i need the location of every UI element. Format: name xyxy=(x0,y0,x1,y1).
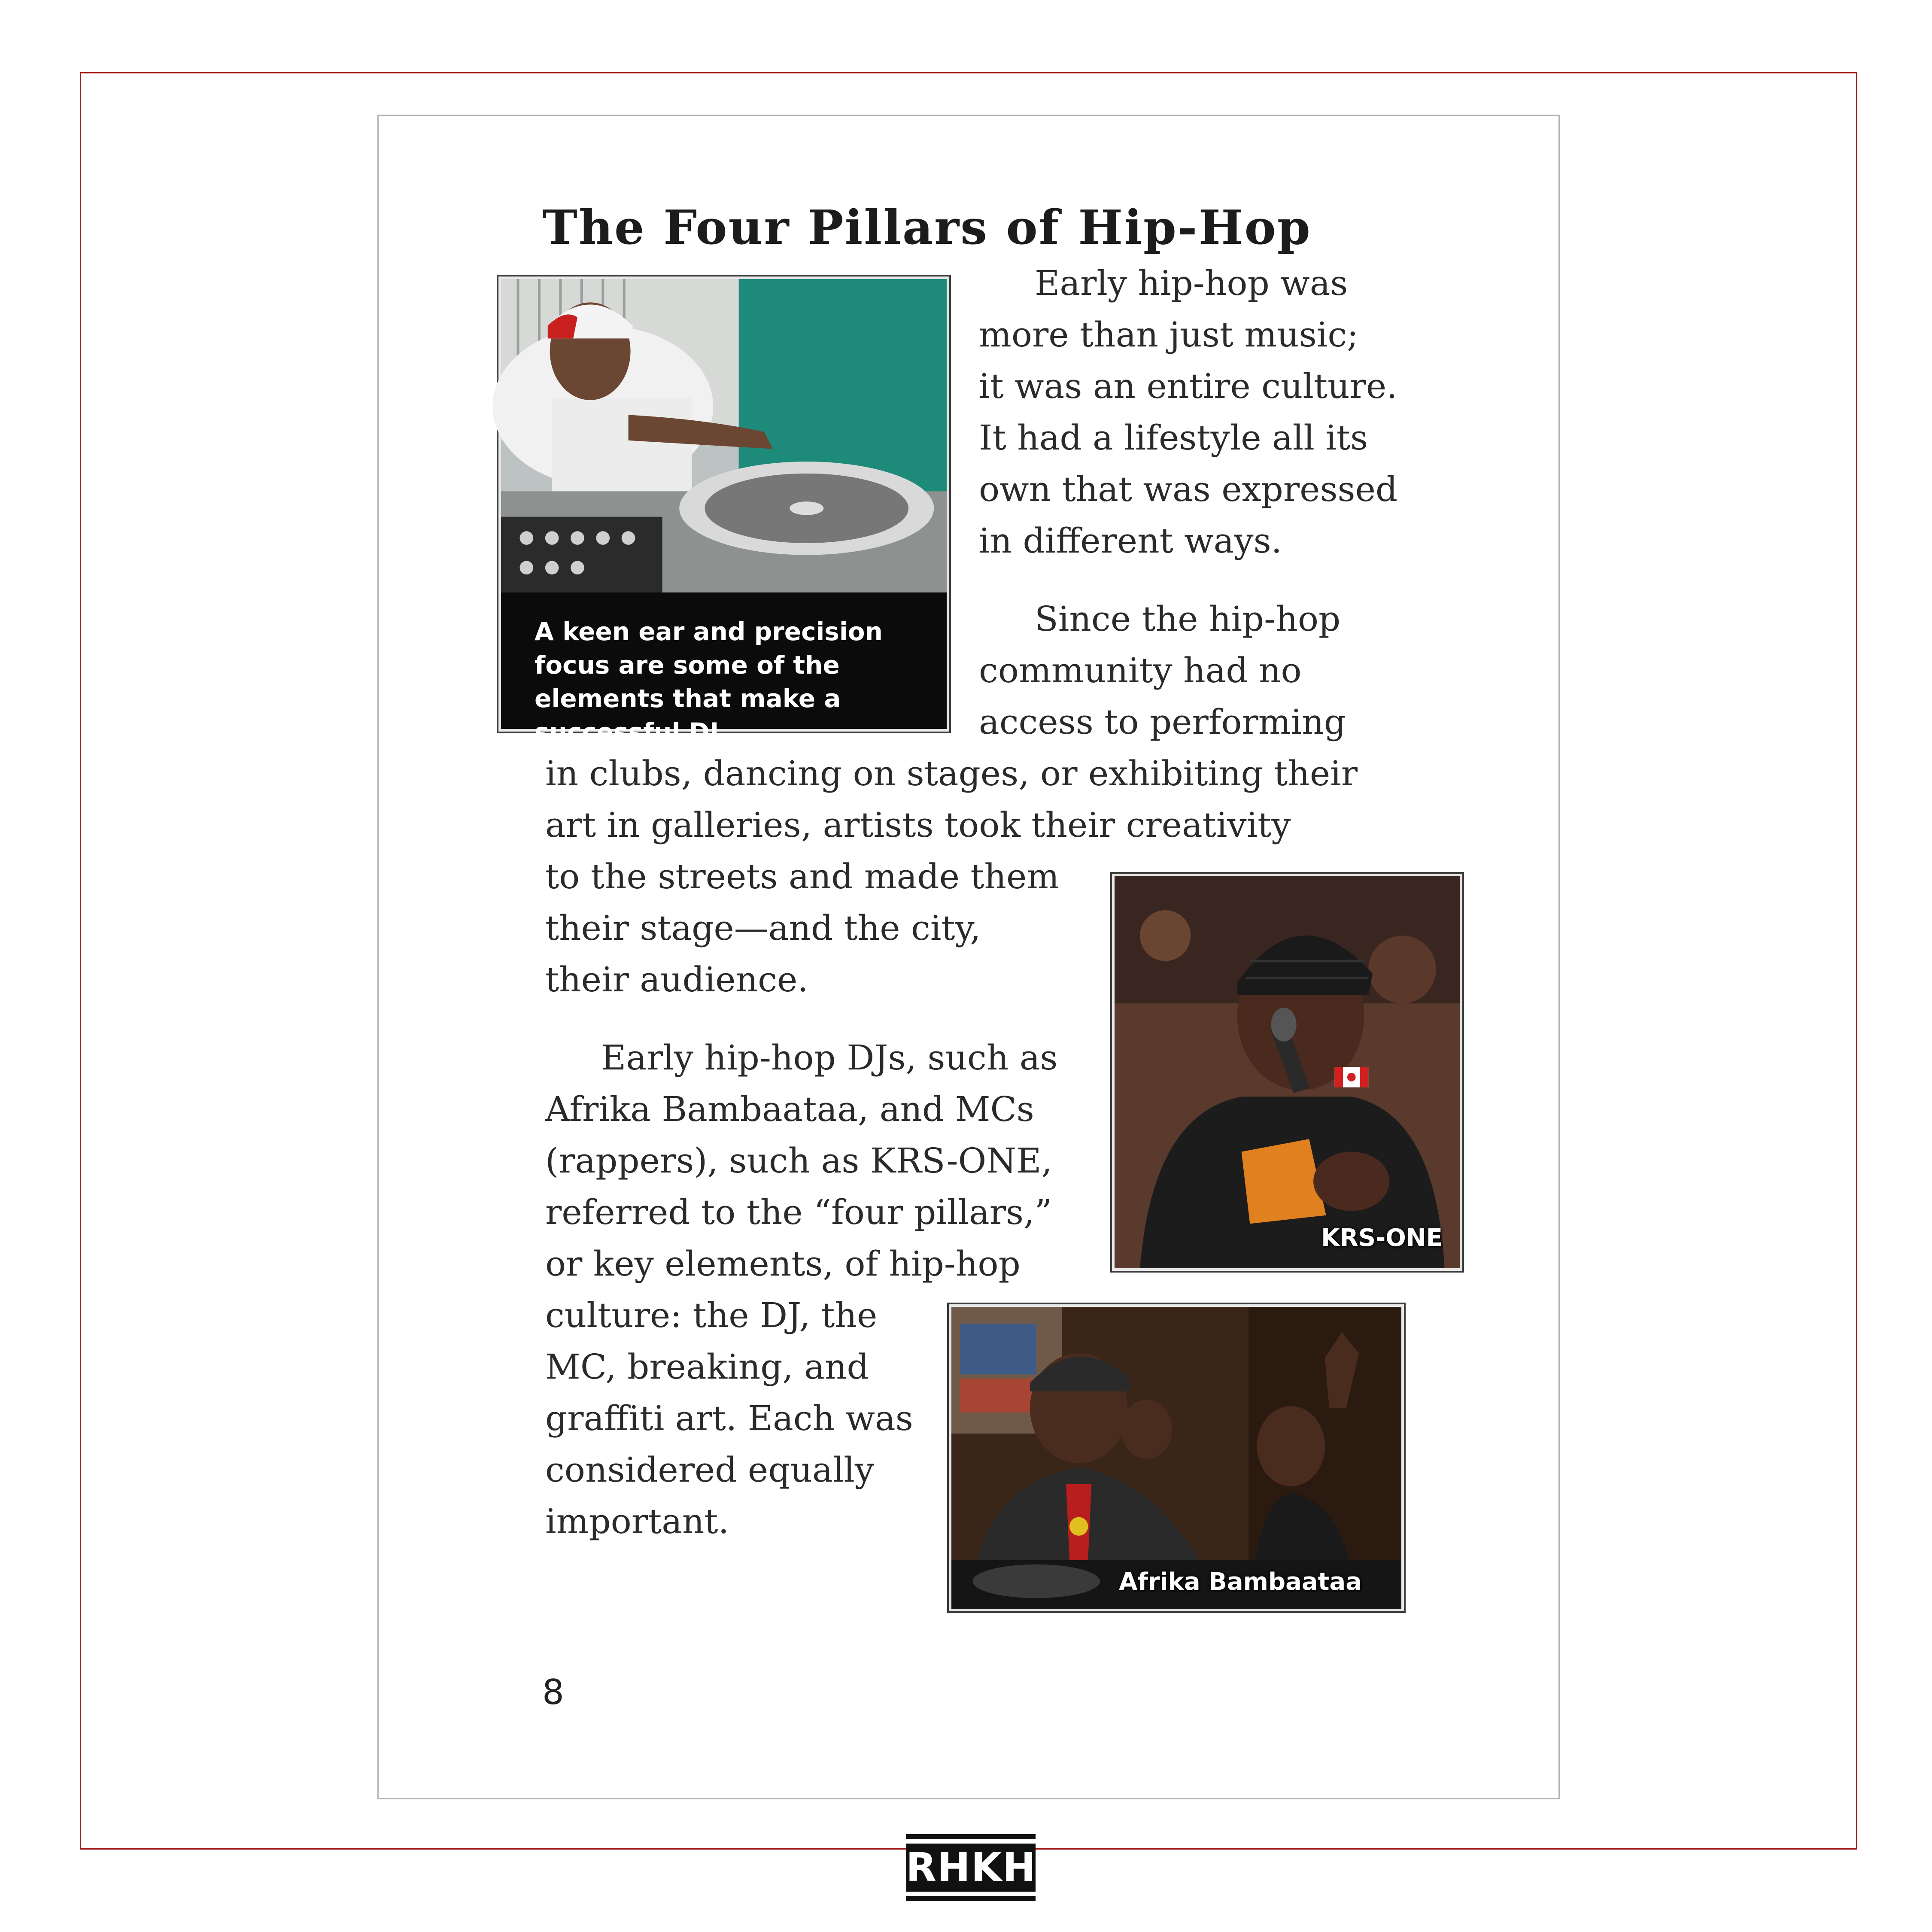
text-line: art in galleries, artists took their creativity xyxy=(545,805,1291,845)
krs-one-illustration xyxy=(1115,876,1460,1268)
text-line: in clubs, dancing on stages, or exhibiting their xyxy=(545,753,1358,793)
text-line: Afrika Bambaataa, and MCs xyxy=(545,1089,1034,1129)
afrika-bambaataa-photo xyxy=(949,1304,1404,1611)
dj-caption: A keen ear and precision focus are some of the elements that make a successful DJ. xyxy=(535,617,883,747)
text-line: MC, breaking, and xyxy=(545,1347,869,1387)
text-line: considered equally xyxy=(545,1450,875,1490)
text-line: referred to the “four pillars,” xyxy=(545,1192,1052,1232)
text-line: community had no xyxy=(979,650,1302,690)
text-line: culture: the DJ, the xyxy=(545,1295,878,1335)
brand-bottom-rule xyxy=(906,1896,1036,1901)
paragraph-2 xyxy=(979,593,1346,748)
krs-one-label: KRS-ONE xyxy=(1321,1224,1443,1252)
brand-logo-text: RHKH xyxy=(906,1844,1036,1892)
page-title: The Four Pillars of Hip-Hop xyxy=(542,200,1312,255)
text-line: It had a lifestyle all its xyxy=(979,418,1368,458)
paragraph-1 xyxy=(979,258,1397,567)
caption-box xyxy=(501,592,947,747)
text-line: more than just music; xyxy=(979,315,1359,355)
text-line: to the streets and made them xyxy=(545,857,1060,896)
text-line: Early hip-hop was xyxy=(1035,263,1348,303)
text-line: important. xyxy=(545,1501,729,1541)
page-number: 8 xyxy=(542,1672,564,1712)
afrika-bambaataa-label: Afrika Bambaataa xyxy=(1119,1568,1362,1596)
text-line: access to performing xyxy=(979,702,1346,742)
afrika-bambaataa-illustration xyxy=(951,1307,1401,1609)
text-line: their stage—and the city, xyxy=(545,908,981,948)
dj-photo xyxy=(498,276,949,747)
brand-top-rule xyxy=(906,1834,1036,1839)
text-line: (rappers), such as KRS-ONE, xyxy=(545,1141,1052,1181)
text-line: graffiti art. Each was xyxy=(545,1398,913,1438)
text-line: Early hip-hop DJs, such as xyxy=(601,1038,1058,1078)
text-line: it was an entire culture. xyxy=(979,366,1397,406)
text-line: their audience. xyxy=(545,960,808,999)
text-line: in different ways. xyxy=(979,521,1282,561)
text-line: or key elements, of hip-hop xyxy=(545,1244,1021,1284)
text-line: Since the hip-hop xyxy=(1035,599,1341,639)
brand-logo xyxy=(906,1834,1036,1901)
krs-one-photo xyxy=(1112,874,1462,1271)
text-line: own that was expressed xyxy=(979,469,1398,509)
